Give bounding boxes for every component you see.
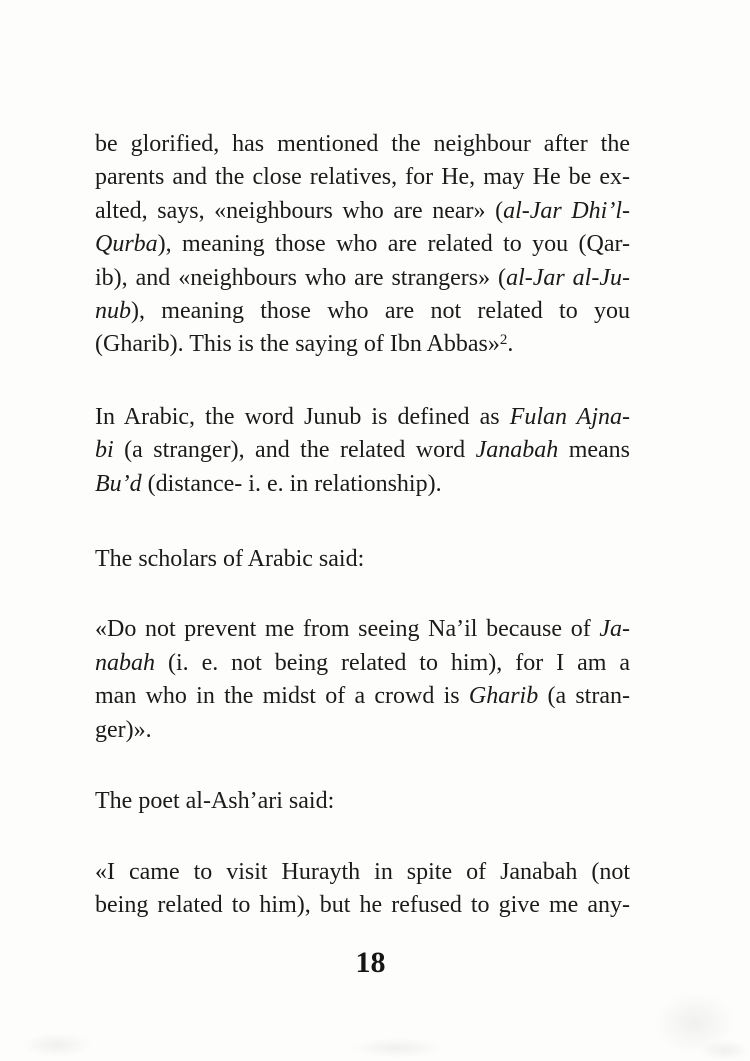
text-block — [95, 128, 630, 980]
text-line — [95, 543, 630, 576]
text-segment: The scholars of Arabic said: — [95, 546, 365, 573]
paragraph — [95, 128, 630, 362]
text-segment: The poet al-Ash’ari said: — [95, 788, 335, 815]
paragraph — [95, 856, 630, 923]
italic-segment: al-Jar Dhi’l- — [503, 197, 630, 224]
paragraph — [95, 401, 630, 501]
text-segment: In Arabic, the word Junub is defined as — [95, 403, 510, 430]
text-line — [95, 889, 630, 922]
text-line — [95, 161, 630, 194]
text-segment: man who in the midst of a crowd is — [95, 683, 469, 710]
text-segment: (a stranger), and the related word — [113, 437, 476, 464]
italic-segment: nub — [95, 298, 131, 325]
text-segment: (i. e. not being related to him), for I am a — [155, 649, 630, 676]
text-segment: ib), and «neighbours who are strangers» ( — [95, 264, 507, 291]
text-line — [95, 128, 630, 161]
text-line — [95, 613, 630, 646]
text-line — [95, 680, 630, 713]
scan-smudge — [655, 992, 735, 1054]
text-segment: being related to him), but he refused to give me any- — [95, 891, 630, 918]
scan-smudge — [352, 1038, 442, 1058]
text-line — [95, 714, 630, 747]
text-line — [95, 434, 630, 467]
text-line — [95, 785, 630, 818]
italic-segment: bi — [95, 437, 114, 464]
italic-segment: Janabah — [475, 437, 559, 464]
text-segment: (a stran- — [538, 683, 630, 710]
italic-segment: al-Jar al-Ju- — [506, 264, 630, 291]
text-segment: (distance- i. e. in relationship). — [141, 470, 442, 497]
text-segment: alted, says, «neighbours who are near» ( — [95, 197, 504, 224]
paragraph — [95, 785, 630, 818]
text-segment: «Do not prevent me from seeing Na’il because of — [95, 616, 600, 643]
italic-segment: Bu’d — [95, 470, 142, 497]
italic-segment: Ja- — [599, 616, 630, 643]
text-segment: ), meaning those who are related to you (Qar- — [157, 231, 630, 258]
text-segment: (Gharib). This is the saying of Ibn Abbas» — [95, 331, 500, 358]
text-segment: . — [507, 331, 514, 358]
text-line — [95, 647, 630, 680]
italic-segment: Gharib — [468, 683, 539, 710]
paragraph — [95, 613, 630, 747]
italic-segment: Qurba — [95, 231, 158, 258]
text-segment: ger)». — [95, 716, 152, 743]
text-segment: be glorified, has mentioned the neighbour after the — [95, 131, 630, 157]
text-line — [95, 262, 630, 295]
italic-segment: nabah — [95, 649, 155, 676]
text-line — [95, 401, 630, 434]
text-line — [95, 295, 630, 328]
text-line — [95, 468, 630, 501]
text-segment: parents and the close relatives, for He, may He be ex- — [95, 164, 630, 191]
text-segment: means — [558, 437, 631, 464]
text-line — [95, 228, 630, 261]
italic-segment: Fulan Ajna- — [509, 403, 630, 430]
text-line — [95, 195, 630, 228]
scan-smudge — [22, 1033, 92, 1057]
text-segment: ), meaning those who are not related to you — [131, 298, 630, 325]
page-number: 18 — [355, 946, 386, 980]
text-segment: «I came to visit Hurayth in spite of Janabah (not — [95, 858, 630, 885]
text-line: (Gharib). This is the saying of Ibn Abbas»2. — [95, 331, 514, 358]
text-line — [95, 856, 630, 889]
scan-smudge — [700, 1040, 750, 1061]
paragraph — [95, 543, 630, 576]
